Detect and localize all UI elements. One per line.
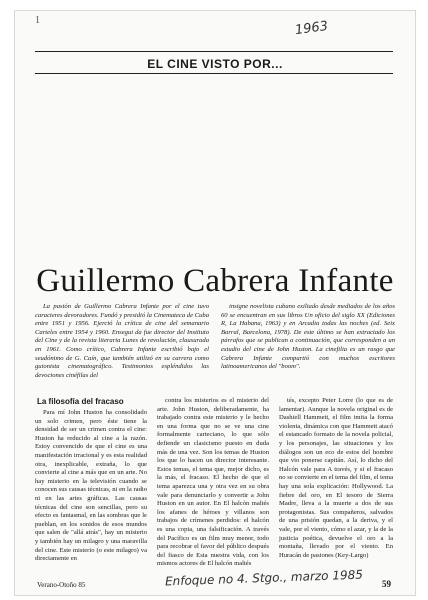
body-column-3 — [279, 397, 393, 560]
intro-right — [221, 303, 395, 372]
section-rule-bottom — [35, 73, 393, 74]
article-title: Guillermo Cabrera Infante — [36, 263, 394, 299]
body-column-3-text: tés, excepto Peter Lorre (lo que es de lamentar). Aunque la novela original es de Dashiell Hammett, el film imita la forma violenta, dinámica con que Hammett atacó el estancado formato de la novela policial, y los personajes, las situaciones y los diálogos son un eco de estos del hombre que vio ponerse capitán. Así, lo dicho del Halcón vale para A través, y si el fracaso no se convierte en el tema del film, el tema hay una sola explicación: Hollywood. La fiebre del oro, en El tesoro de Sierra Madre, lleva a la muerte a dos de sus protagonistas. Sus compañeros, salvados de una prisión quedan, a la deriva, y el vale, por el viento, cómo el azar, y la de la justicia poética, devuelve el oro a la montaña, llevado por el viento. En Huracán de pasiones (Key-Largo) — [279, 397, 393, 559]
handwritten-source-note: Enfoque no 4. Stgo., marzo 1985 — [164, 567, 364, 589]
handwritten-year: 1963 — [294, 18, 329, 39]
intro-left — [35, 303, 209, 380]
body-column-2-text: contra los misterios es el misterio del arte. John Huston, deliberadamente, ha trabajado contra este misterio y le hecho en una forma que no se ve una cine formalmente carteciano, lo que sólo defiende un clasicismo puesto en duda más de una vez. Son los temas de Huston los que lo hacen un director interesante. Estos temas, el tema que, mejor dicho, es la más, el fracaso. El hecho de que el tema aparezca una y otra vez en su obra vale para denunciarlo y convertir a John Huston en un autor. En El halcón maltés los afanes de héroes y villanos son trabajos de crímenes perdidos: el halcón es una copia, una falsificación. A través del Pacífico es un film muy menor, todo para recobrar el favor del público después del fiasco de Esta nuestra vida, con los mismos actores de El halcón maltés — [157, 397, 269, 568]
subheading: La filosofía del fracaso — [37, 397, 124, 406]
body-column-1 — [35, 409, 147, 564]
section-rule-top — [35, 51, 393, 52]
corner-mark: 1 — [35, 15, 40, 26]
page-number: 59 — [382, 579, 391, 589]
issue-label: Verano-Otoño 85 — [37, 581, 86, 589]
magazine-page — [14, 10, 416, 596]
section-title: EL CINE VISTO POR... — [147, 57, 283, 71]
intro-left-text: La pasión de Guillermo Cabrera Infante por el cine tuvo caracteres devoradores. Fundó y presidió la Cinemateca de Cuba entre 1951 y 1956. Ejerció la crítica de cine del semanario Carteles entre 1954 y 1960. Ensegui da fue director del Instituto del Cine y de la revista literaria Lunes de revolución, clausurada en 1961. Como crítico, Cabrera Infante escribió bajo el seudónimo de G. Caín, que también utilizó en su carrera como guionista cinematográfico. Testimonios espléndidos las devociones cinéfilas del — [35, 303, 209, 379]
intro-right-text: insigne novelista cubano exiliado desde mediados de los años 60 se encuentran en sus libros Un oficio del siglo XX (Ediciones R, La Habana, 1963) y en Arcadia todas las noches (ed. Seix Barral, Barcelona, 1978). De este último se han extractado los párrafos que se publican a continuación, que corresponden a un estudio del cine de John Huston. La cinefilia es un rasgo que Cabrera Infante compartió con muchos escritores latinoamericanos del "boom". — [221, 303, 395, 371]
body-column-2 — [157, 397, 269, 569]
body-column-1-text: Para mí John Huston ha consolidado un solo crimen, pero éste tiene la densidad de ser un crimen contra el cine: Huston ha reducido al cine a la razón. Estoy convencido de que el cine es una manifestación irracional y es esta realidad otra, inexplicable, extraña, lo que convierte al cine a más que en un arte. No hay misterio en la televisión cuando se conocen sus causas técnicas, ni en la radio ni en las artes gráficas. Las causas técnicas del cine son sencillas, pero su efecto es fantasmal, en las sombras que le pueblan, en los sonidos de esos mundos que salen de "allá atrás", hay un misterio y también hay un milagro y una maravilla del cine. Este misterio (o este milagro) va directamente en — [35, 409, 147, 563]
